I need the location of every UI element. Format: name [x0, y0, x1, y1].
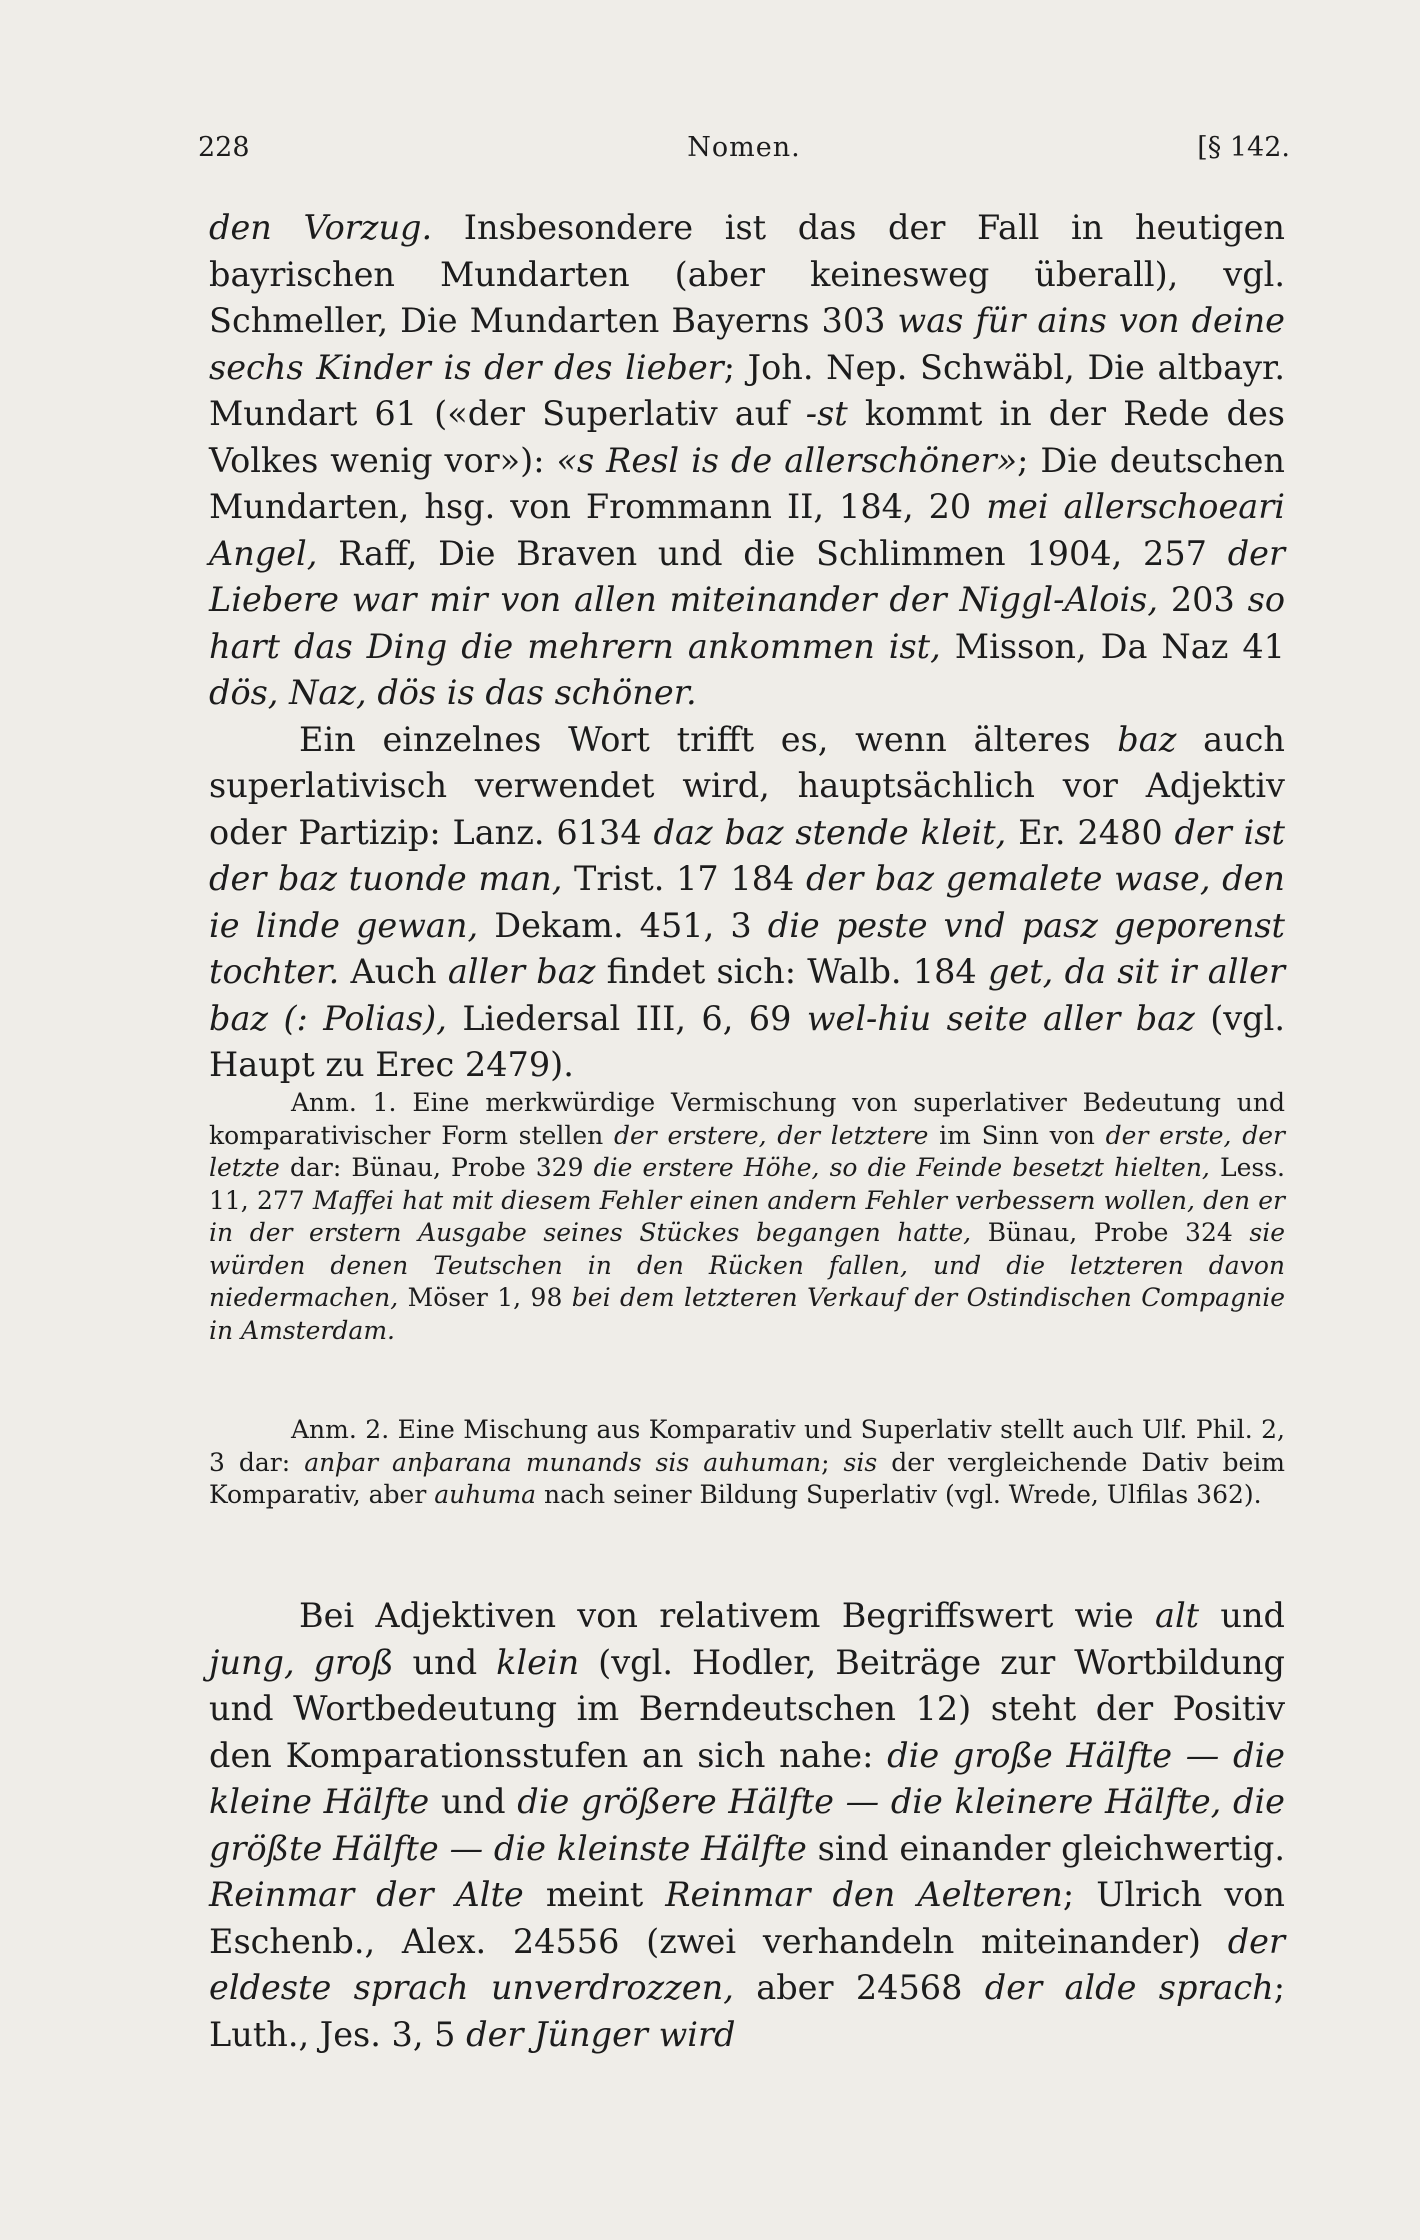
paragraph-bavarian-dialects	[209, 205, 1285, 717]
italic-quote-run: jung, groß	[209, 1642, 394, 1682]
italic-quote-run: get, da sit ir aller baz (: Polias),	[209, 952, 1286, 1038]
italic-quote-run: «s Resl is de allerschöner»	[556, 440, 1018, 480]
italic-quote-run: bei dem letzteren Verkauf der Ostindischen Compagnie in Amsterdam.	[209, 1283, 1285, 1345]
paragraph-baz	[209, 717, 1285, 1089]
remark-2	[209, 1414, 1285, 1512]
italic-quote-run: der alde sprach	[984, 1968, 1274, 2007]
text-run: und	[393, 1642, 497, 1682]
italic-quote-run: daz baz stende kleit,	[653, 812, 1007, 852]
text-run: Anm. 2. Eine Mischung aus Komparativ und Superlativ stellt auch Ulf. Phil. 2, 3 dar:	[209, 1415, 1285, 1477]
section-reference: [§ 142.	[1197, 132, 1290, 163]
text-run: Insbesondere ist das der Fall in heutigen bayrischen Mundarten (aber keinesweg überall), vgl. Schmeller, Die Mundarten Bayerns 303	[209, 208, 1285, 340]
italic-quote-run: die peste vnd pasz geporenst tochter.	[209, 905, 1285, 991]
text-run: und	[1199, 1596, 1286, 1635]
page-number: 228	[198, 132, 250, 163]
italic-quote-run: -st	[805, 394, 848, 433]
remark-1-text	[209, 1087, 1285, 1347]
text-run: Auch	[339, 952, 448, 991]
italic-quote-run: baz	[1117, 719, 1177, 759]
text-run: Bei Adjektiven von relativem Begriffswert wie	[299, 1596, 1155, 1635]
text-run: meint	[523, 1875, 666, 1914]
running-title: Nomen.	[687, 132, 801, 163]
italic-quote-run: die erstere Höhe, so die Feinde besetzt hielten,	[593, 1153, 1210, 1182]
italic-quote-run: der ist der baz tuonde man,	[209, 812, 1286, 898]
text-run: nach seiner Bildung Superlativ (vgl. Wrede, Ulfilas 362).	[536, 1480, 1262, 1509]
text-run: im Sinn von	[928, 1120, 1106, 1150]
text-run: 203	[1158, 580, 1248, 619]
text-run: Raff, Die Braven und die Schlimmen 1904, 257	[317, 533, 1228, 573]
paragraph-relative-adjectives	[209, 1593, 1285, 2058]
italic-quote-run: klein	[496, 1642, 580, 1682]
text-run: Ein einzelnes Wort trifft es, wenn älteres	[299, 719, 1118, 759]
italic-quote-run: auhuma	[434, 1480, 537, 1509]
italic-quote-run: wel-hiu seite aller baz	[806, 998, 1195, 1038]
italic-quote-run: die größere Hälfte — die kleinere Hälfte, die größte Hälfte — die kleinste Hälfte	[209, 1782, 1285, 1868]
text-run: Trist. 17 184	[562, 859, 806, 898]
italic-quote-run: der Jünger wird	[466, 2014, 736, 2054]
italic-quote-run: aller baz	[447, 952, 596, 991]
text-run: (vgl. Hodler, Beiträge zur Wortbildung und Wortbedeutung im Berndeutschen 12) steht der Positiv den Komparationsstufen an sich nahe:	[209, 1642, 1285, 1775]
italic-quote-run: sie würden denen Teutschen in den Rücken fallen, und die letzteren davon niedermachen,	[209, 1218, 1285, 1312]
italic-quote-run: sis	[843, 1447, 878, 1477]
italic-quote-run: Maffei hat mit diesem Fehler einen andern Fehler verbessern wollen, den er in der erstern Ausgabe seines Stückes begangen hatte,	[209, 1185, 1286, 1247]
text-run: Liedersal III, 6, 69	[446, 998, 807, 1038]
text-run: findet sich: Walb. 184	[595, 952, 988, 991]
remark-2-text	[209, 1414, 1285, 1512]
text-run: ; Luth., Jes. 3, 5	[209, 1968, 1286, 2054]
text-run: Anm. 1. Eine merkwürdige Vermischung von superlativer Bedeutung und komparativischer Form stellen	[209, 1088, 1285, 1150]
italic-quote-run: der baz gemalete wase, den ie linde gewan,	[209, 859, 1285, 945]
italic-quote-run: die große Hälfte — die kleine Hälfte	[209, 1735, 1285, 1821]
italic-quote-run: alt	[1155, 1596, 1200, 1635]
italic-quote-run: Reinmar der Alte	[209, 1875, 524, 1914]
text-run: ;	[821, 1447, 844, 1477]
text-run: Less. 11, 277	[209, 1153, 1285, 1215]
italic-quote-run: der eldeste sprach unverdrozzen,	[209, 1921, 1285, 2007]
italic-quote-run: Reinmar den Aelteren	[665, 1875, 1063, 1914]
text-run: der vergleichende Dativ beim Komparativ, aber	[209, 1447, 1285, 1509]
main-text-upper	[209, 205, 1285, 1089]
text-run: Möser 1, 98	[398, 1283, 572, 1312]
italic-quote-run: der Liebere war mir von allen miteinander der Niggl-Alois,	[209, 533, 1285, 619]
italic-quote-run: anþar anþarana munands sis auhuman	[304, 1447, 822, 1477]
italic-quote-run: so hart das Ding die mehrern ankommen ist,	[209, 580, 1285, 666]
italic-quote-run: was für ains von deine sechs Kinder is der des lieber	[209, 301, 1285, 387]
text-run: kommt in der Rede des Volkes wenig vor»):	[209, 394, 1285, 480]
text-run: Bünau, Probe 324	[971, 1218, 1250, 1247]
italic-quote-run: der erstere, der letztere	[613, 1120, 929, 1150]
text-run: ; Joh. Nep. Schwäbl, Die altbayr. Mundart 61 («der Superlativ auf	[209, 347, 1285, 433]
italic-quote-run: der erste, der letzte	[209, 1120, 1285, 1182]
text-run: ; Die deutschen Mundarten, hsg. von Frommann II, 184, 20	[209, 440, 1285, 526]
remark-1	[209, 1087, 1285, 1347]
text-run: auch superlativisch verwendet wird, hauptsächlich vor Adjektiv oder Partizip: Lanz. 6134	[209, 719, 1285, 852]
text-run: (vgl. Haupt zu Erec 2479).	[209, 998, 1285, 1084]
text-run: aber 24568	[733, 1968, 985, 2007]
italic-quote-run: dös, Naz, dös is das schöner.	[209, 673, 697, 712]
text-run: und	[429, 1782, 518, 1821]
text-run: Misson, Da Naz 41	[940, 626, 1285, 666]
italic-quote-run: mei allerschoeari Angel,	[209, 487, 1285, 573]
text-run: Dekam. 451, 3	[478, 905, 768, 945]
main-text-lower	[209, 1593, 1285, 2058]
text-run: sind einander gleichwertig.	[806, 1828, 1285, 1868]
text-run: Er. 2480	[1006, 812, 1175, 852]
text-run: dar: Bünau, Probe 329	[279, 1153, 594, 1182]
running-header	[198, 128, 1290, 168]
text-run: ; Ulrich von Eschenb., Alex. 24556 (zwei verhandeln miteinander)	[209, 1875, 1285, 1961]
italic-quote-run: den Vorzug.	[209, 208, 433, 247]
